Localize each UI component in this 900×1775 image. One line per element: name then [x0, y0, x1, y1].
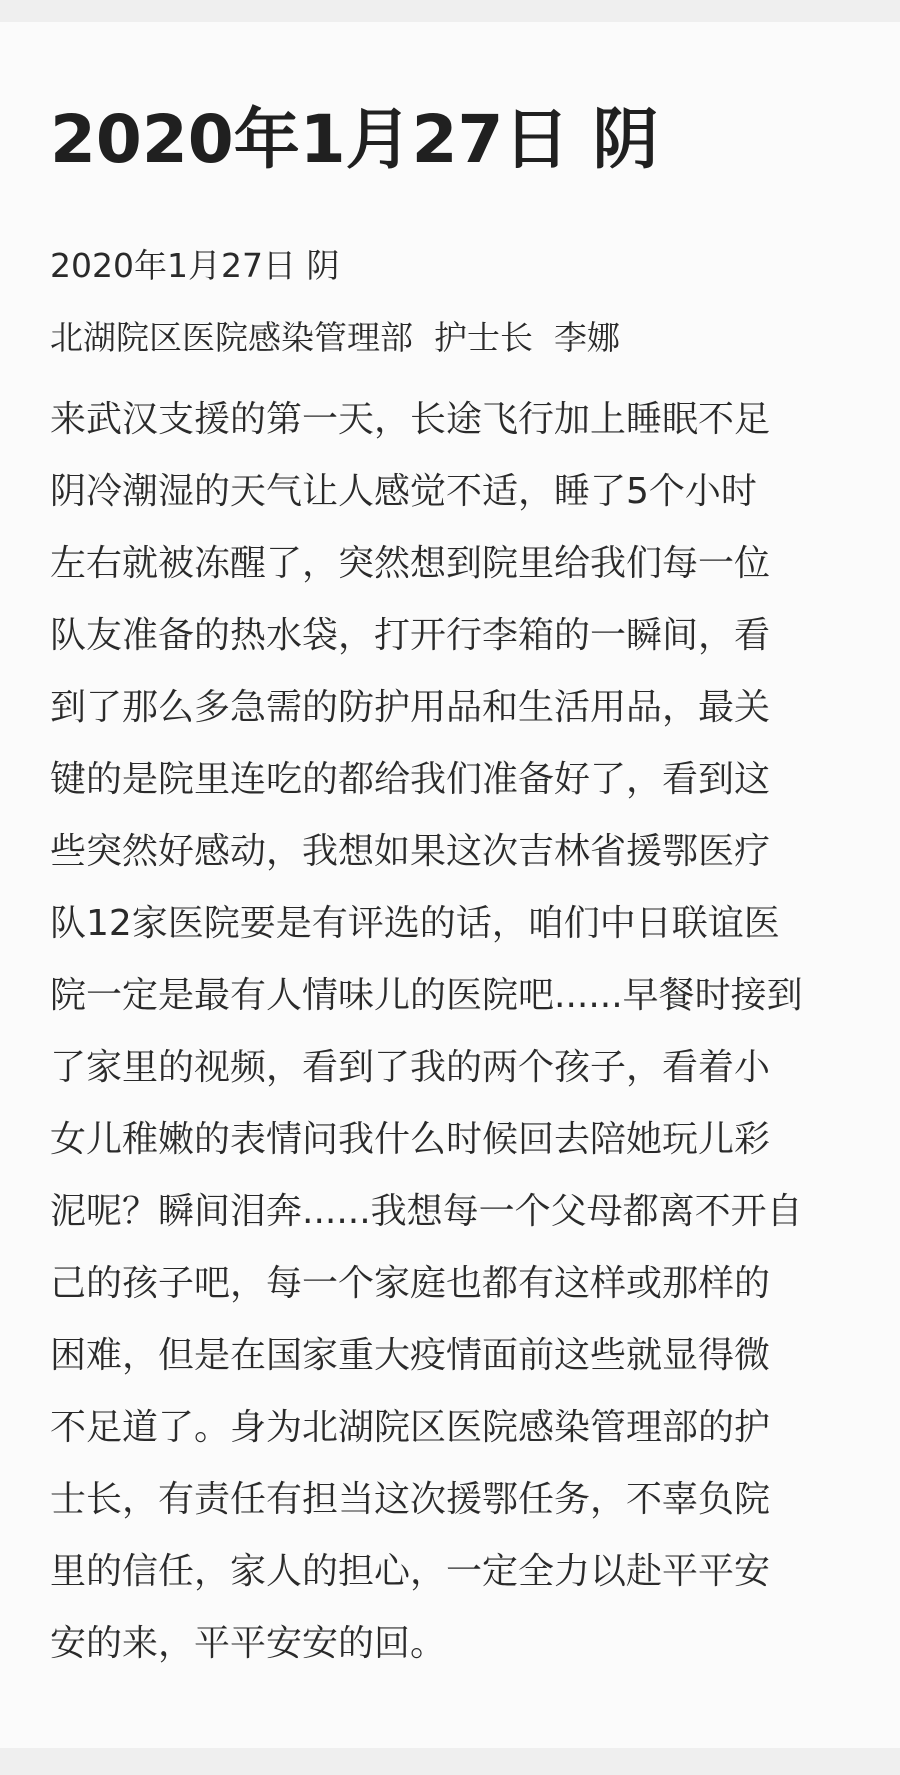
- body-line: 院一定是最有人情味儿的医院吧......早餐时接到: [50, 975, 803, 1016]
- body-line: 来武汉支援的第一天，长途飞行加上睡眠不足: [50, 399, 771, 440]
- body-line: 了家里的视频，看到了我的两个孩子，看着小: [50, 1047, 771, 1088]
- body-line: 队友准备的热水袋，打开行李箱的一瞬间，看: [50, 615, 771, 656]
- body-line: 些突然好感动，我想如果这次吉林省援鄂医疗: [50, 831, 771, 872]
- body-line: 阴冷潮湿的天气让人感觉不适，睡了5个小时: [50, 471, 757, 512]
- body-line: 泥呢？瞬间泪奔......我想每一个父母都离不开自: [50, 1191, 803, 1232]
- body-line: 困难，但是在国家重大疫情面前这些就显得微: [50, 1335, 771, 1376]
- body-line: 己的孩子吧，每一个家庭也都有这样或那样的: [50, 1263, 771, 1304]
- body-line: 安的来，平平安安的回。: [50, 1623, 447, 1664]
- body-line: 士长，有责任有担当这次援鄂任务，不辜负院: [50, 1479, 771, 1520]
- body-line: 到了那么多急需的防护用品和生活用品，最关: [50, 687, 771, 728]
- diary-date-line: 2020年1月27日 阴: [50, 246, 340, 285]
- body-line: 里的信任，家人的担心，一定全力以赴平平安: [50, 1551, 771, 1592]
- body-line: 女儿稚嫩的表情问我什么时候回去陪她玩儿彩: [50, 1119, 771, 1160]
- author-line: 北湖院区医院感染管理部 护士长 李娜: [50, 318, 620, 357]
- body-line: 键的是院里连吃的都给我们准备好了，看到这: [50, 759, 771, 800]
- bottom-border-strip: [0, 1748, 900, 1775]
- body-line: 左右就被冻醒了，突然想到院里给我们每一位: [50, 543, 771, 584]
- document-title: 2020年1月27日 阴: [50, 101, 659, 178]
- top-border-strip: [0, 0, 900, 22]
- body-line: 不足道了。身为北湖院区医院感染管理部的护: [50, 1407, 771, 1448]
- diary-body: [50, 384, 850, 1680]
- body-line: 队12家医院要是有评选的话，咱们中日联谊医: [50, 903, 780, 944]
